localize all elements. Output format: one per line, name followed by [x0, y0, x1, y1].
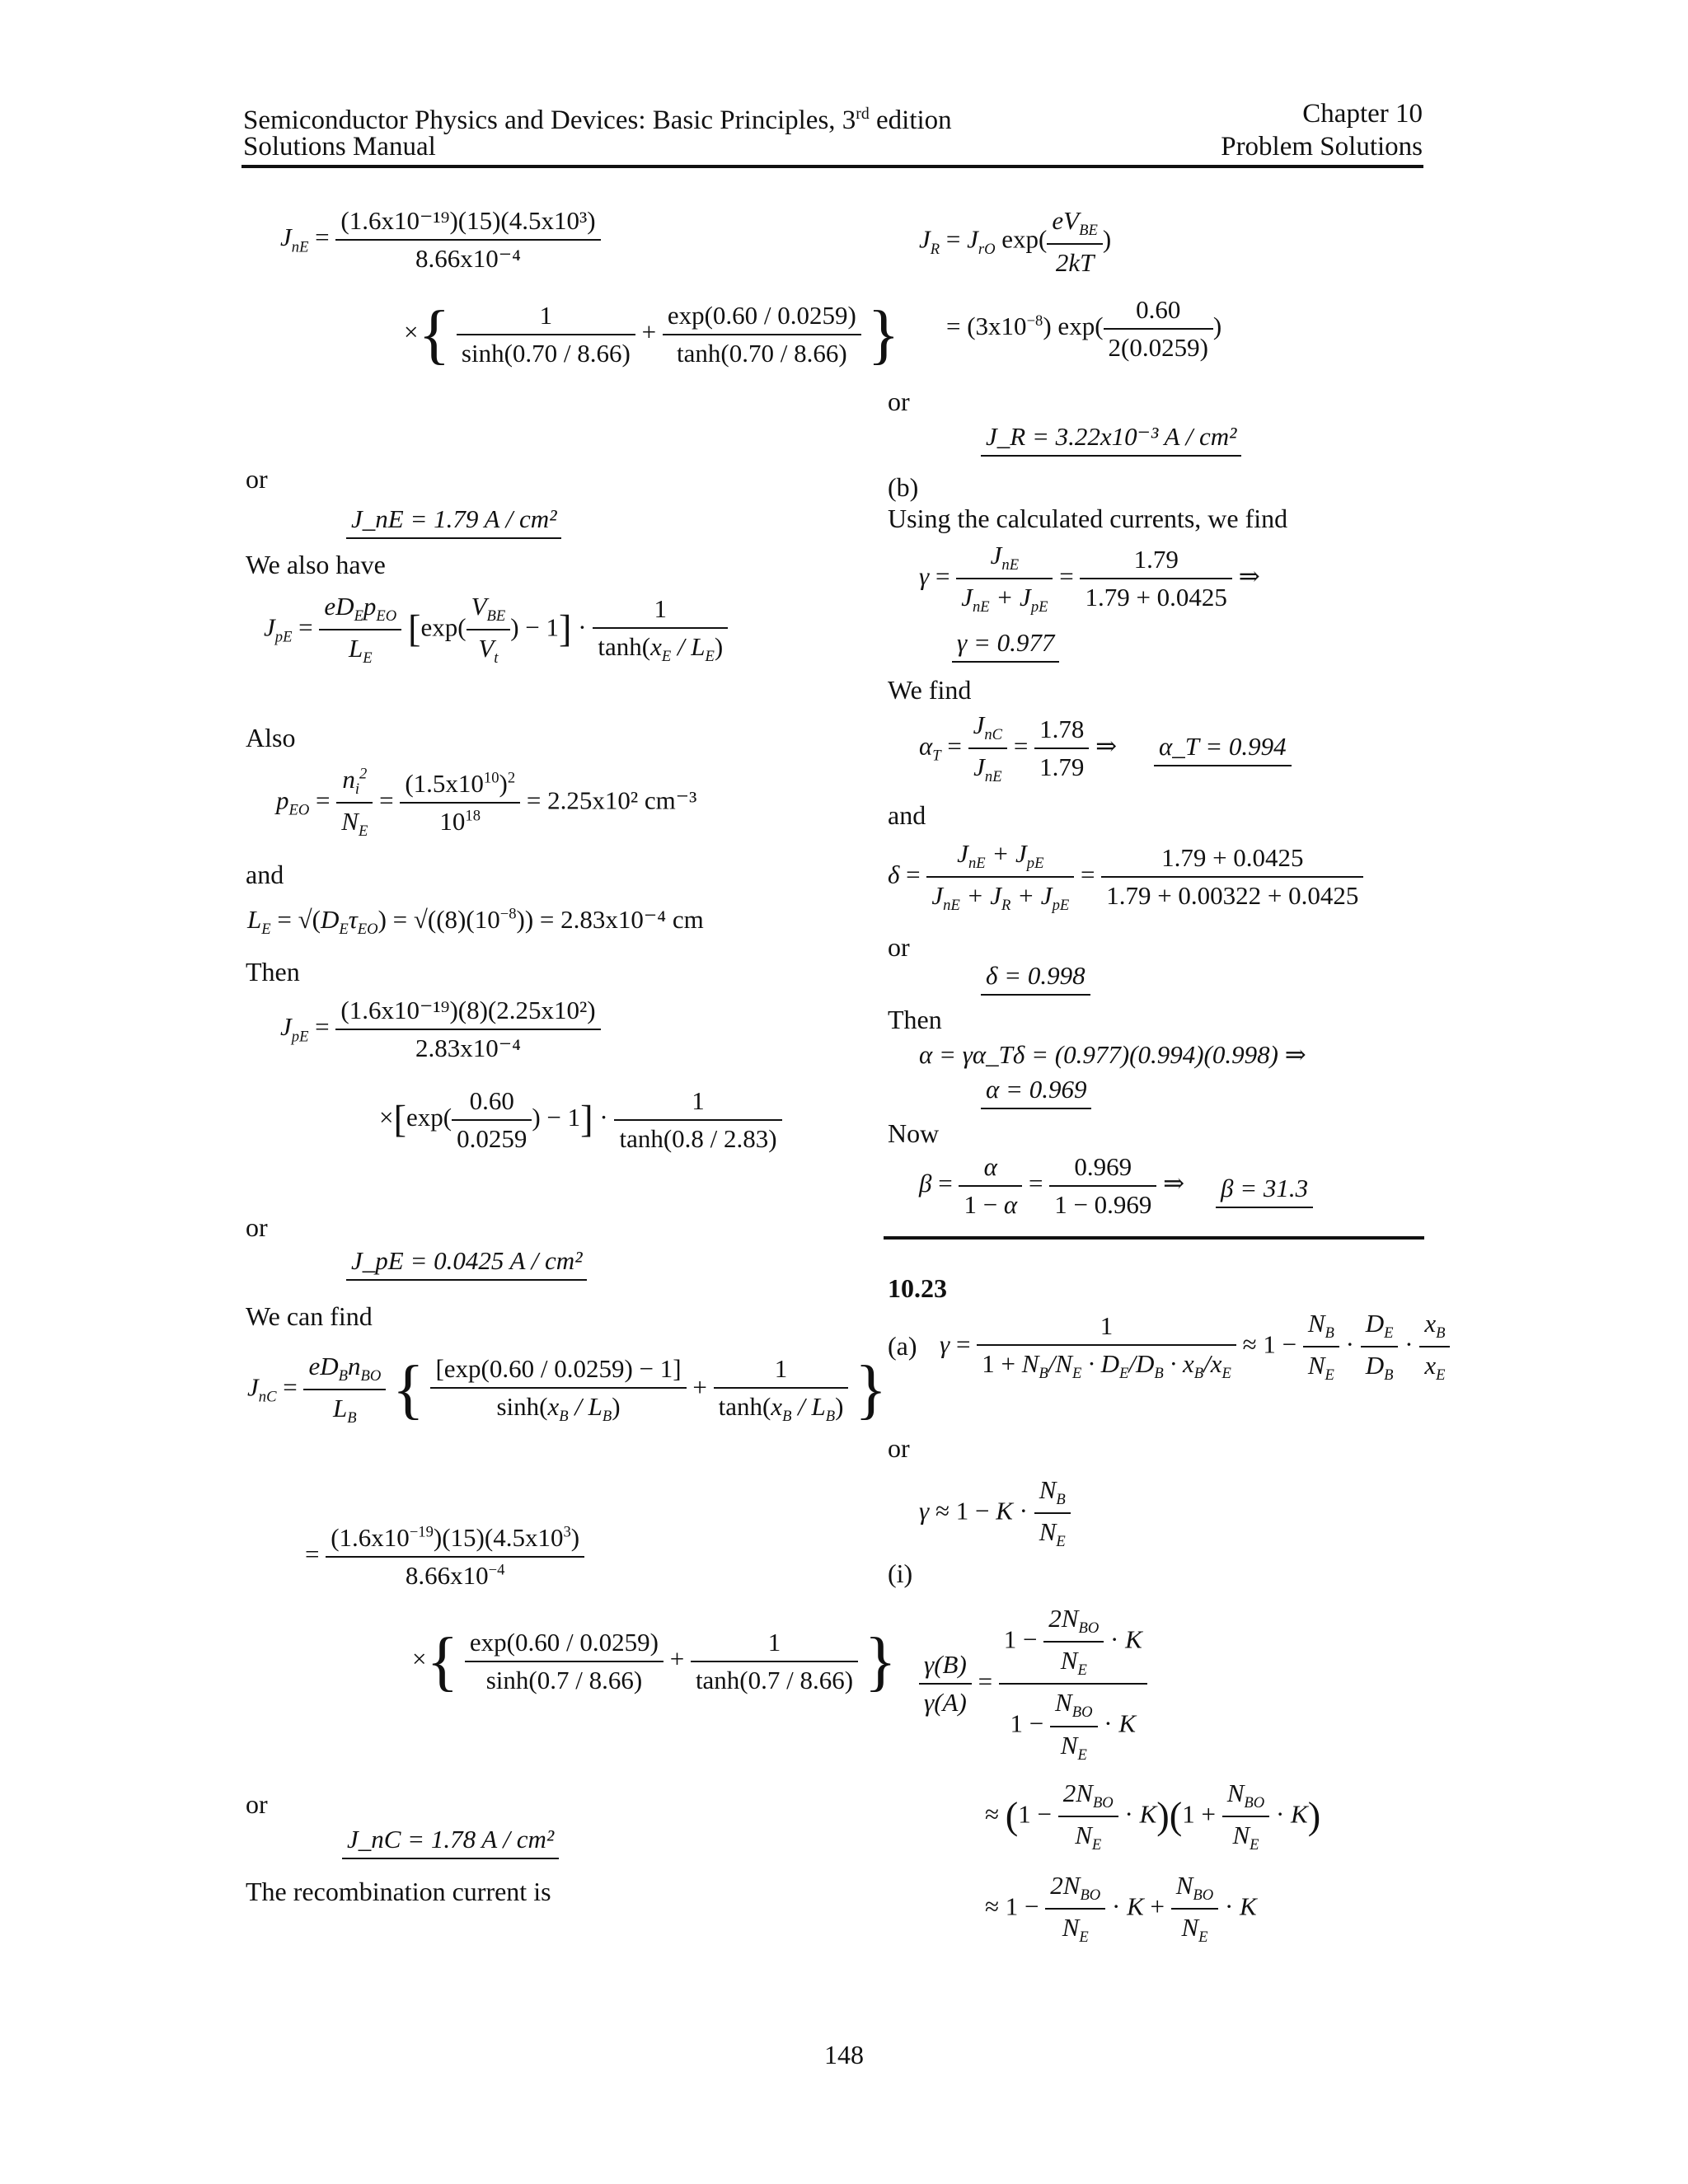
text-we-also-have: We also have [246, 550, 386, 579]
book-title: Semiconductor Physics and Devices: Basic Principles, 3rd edition [243, 105, 952, 135]
eq-jnc-bracket: ×{ $\frac{\exp(0.60 / 0.0259)}{\sinh(0.7 / 8.66)}$ + $\frac{1}{\tanh(0.7 / 8.66)}$ } [412, 1624, 897, 1698]
result-jr: J_R = 3.22x10⁻³ A / cm² [981, 422, 1241, 457]
eq-jpe-bracket: ×[exp( $\frac{0.60}{0.0259}$ ) − 1] · $\frac{1}{\tanh(0.8 / 2.83)}$ [379, 1086, 782, 1154]
eq-peo: $p_{EO}$ = $\frac{n_i^2}{N_E}$ = $\frac{(1.5x10^{10})^2}{10^{18}}$ = 2.25x10² cm⁻³ [276, 765, 697, 841]
eq-jne-bracket: ×{ $\frac{1}{\sinh(0.70 / 8.66)}$ + $\frac{\exp(0.60 / 0.0259)}{\tanh(0.70 / 8.66)}$ } [404, 298, 900, 371]
result-jpe: J_pE = 0.0425 A / cm² [346, 1246, 587, 1281]
eq-gamma: γ = $\frac{J_{nE}}{J_{nE} + J_{pE}}$ = $\frac{1.79}{1.79 + 0.0425}$ ⇒ [919, 541, 1260, 616]
eq-jpe-general: $J_{pE}$ = $\frac{eD_Ep_{EO}}{L_E}$ [exp( $\frac{V_{BE}}{V_t}$ ) − 1] · $\frac{1}{\tanh(x_E / L_E)}$ [264, 592, 728, 668]
manual-subtitle: Solutions Manual [243, 132, 436, 162]
text-or-r2: or [888, 932, 910, 962]
text-also: Also [246, 723, 296, 752]
result-alpha: α = 0.969 [981, 1075, 1091, 1109]
problem-separator [884, 1236, 1424, 1240]
result-alpha-t: α_T = 0.994 [1154, 732, 1292, 766]
result-delta: δ = 0.998 [981, 961, 1090, 996]
text-or-2: or [246, 1212, 268, 1242]
text-now: Now [888, 1118, 940, 1148]
label-i: (i) [888, 1558, 913, 1588]
text-then-1: Then [246, 957, 300, 987]
text-or-r3: or [888, 1433, 910, 1463]
label-b: (b) [888, 472, 919, 502]
eq-gamma-final: ≈ 1 − $\frac{2N_{BO}}{N_E}$ · K + $\frac{N_{BO}}{N_E}$ · K [985, 1871, 1257, 1947]
text-or-1: or [246, 464, 268, 494]
eq-jr-general: $J_R = J_{rO}$ exp( $\frac{eV_{BE}}{2kT}$ ) [919, 206, 1112, 278]
text-then-r1: Then [888, 1005, 942, 1034]
text-or-3: or [246, 1789, 268, 1819]
eq-le: $L_E = √(D_E\tau_{EO}) = √((8)(10^{-8})) = 2.83x10^{-4}$ cm [247, 905, 704, 939]
eq-jpe-numeric: $J_{pE}$ = $\frac{\text{(1.6x10⁻¹⁹)(8)(2.25x10²)}}{\text{2.83x10⁻⁴}}$ [280, 996, 601, 1063]
text-we-can-find: We can find [246, 1301, 373, 1331]
text-and-r1: and [888, 800, 926, 830]
label-a: (a) [888, 1331, 917, 1361]
eq-jnc-general: $J_{nC}$ = $\frac{eD_Bn_{BO}}{L_B}$ { $\frac{[\exp(0.60 / 0.0259) - 1]}{\sinh(x_B / L_B)}$ + $\frac{1}{\tanh(x_B / L_B)}$ } [247, 1352, 887, 1427]
result-jnc: J_nC = 1.78 A / cm² [342, 1825, 559, 1859]
header-rule [241, 165, 1423, 168]
text-or-r1: or [888, 387, 910, 416]
text-we-find: We find [888, 675, 972, 705]
text-recombination: The recombination current is [246, 1877, 551, 1906]
eq-jr-numeric: = $(3x10^{-8})$ exp( $\frac{0.60}{2(0.0259)}$ ) [946, 295, 1222, 362]
result-jne: J_nE = 1.79 A / cm² [346, 504, 561, 539]
eq-alpha: α = γα_Tδ = (0.977)(0.994)(0.998) ⇒ [919, 1040, 1306, 1069]
eq-jnc-numeric: = $\frac{(1.6x10^{-19})(15)(4.5x10^3)}{8.66x10^{-4}}$ [305, 1523, 584, 1591]
result-beta: β = 31.3 [1216, 1174, 1313, 1208]
result-gamma: γ = 0.977 [952, 628, 1059, 663]
eq-beta: β = $\frac{\alpha}{1 - \alpha}$ = $\frac{0.969}{1 - 0.969}$ ⇒ [919, 1152, 1185, 1219]
eq-gamma-expand: ≈ (1 − $\frac{2N_{BO}}{N_E}$ · K)(1 + $\frac{N_{BO}}{N_E}$ · K) [985, 1779, 1321, 1854]
section-label: Problem Solutions [1221, 132, 1423, 162]
eq-gamma-ratio: $\frac{\gamma(B)}{\gamma(A)}$ = 1 − $\frac{2N_{BO}}{N_E}$ · K 1 − $\frac{N_{BO}}{N_E}$ · K [919, 1604, 1147, 1765]
chapter-label: Chapter 10 [1302, 99, 1423, 129]
eq-alpha-t: $\alpha_T$ = $\frac{J_{nC}}{J_{nE}}$ = $\frac{1.78}{1.79}$ ⇒ [919, 710, 1118, 786]
eq-gamma-k: γ ≈ 1 − K · $\frac{N_B}{N_E}$ [919, 1475, 1071, 1551]
text-using-currents: Using the calculated currents, we find [888, 504, 1288, 533]
eq-jne-first: $J_{nE}$ = $\frac{\text{(1.6x10⁻¹⁹)(15)(4.5x10³)}}{\text{8.66x10⁻⁴}}$ [280, 206, 601, 274]
problem-number: 10.23 [888, 1273, 947, 1303]
text-and-1: and [246, 860, 284, 889]
eq-gamma-approx: γ = $\frac{1}{1 + N_B/N_E \cdot D_E/D_B \cdot x_B/x_E}$ ≈ 1 − $\frac{N_B}{N_E}$ · $\frac{D_E}{D_B}$ · $\frac{x_B}{x_E}$ [940, 1309, 1450, 1385]
eq-delta: δ = $\frac{J_{nE} + J_{pE}}{J_{nE} + J_R + J_{pE}}$ = $\frac{1.79 + 0.0425}{1.79 + 0.00322 + 0.0425}$ [888, 839, 1363, 915]
page-number: 148 [824, 2040, 864, 2069]
